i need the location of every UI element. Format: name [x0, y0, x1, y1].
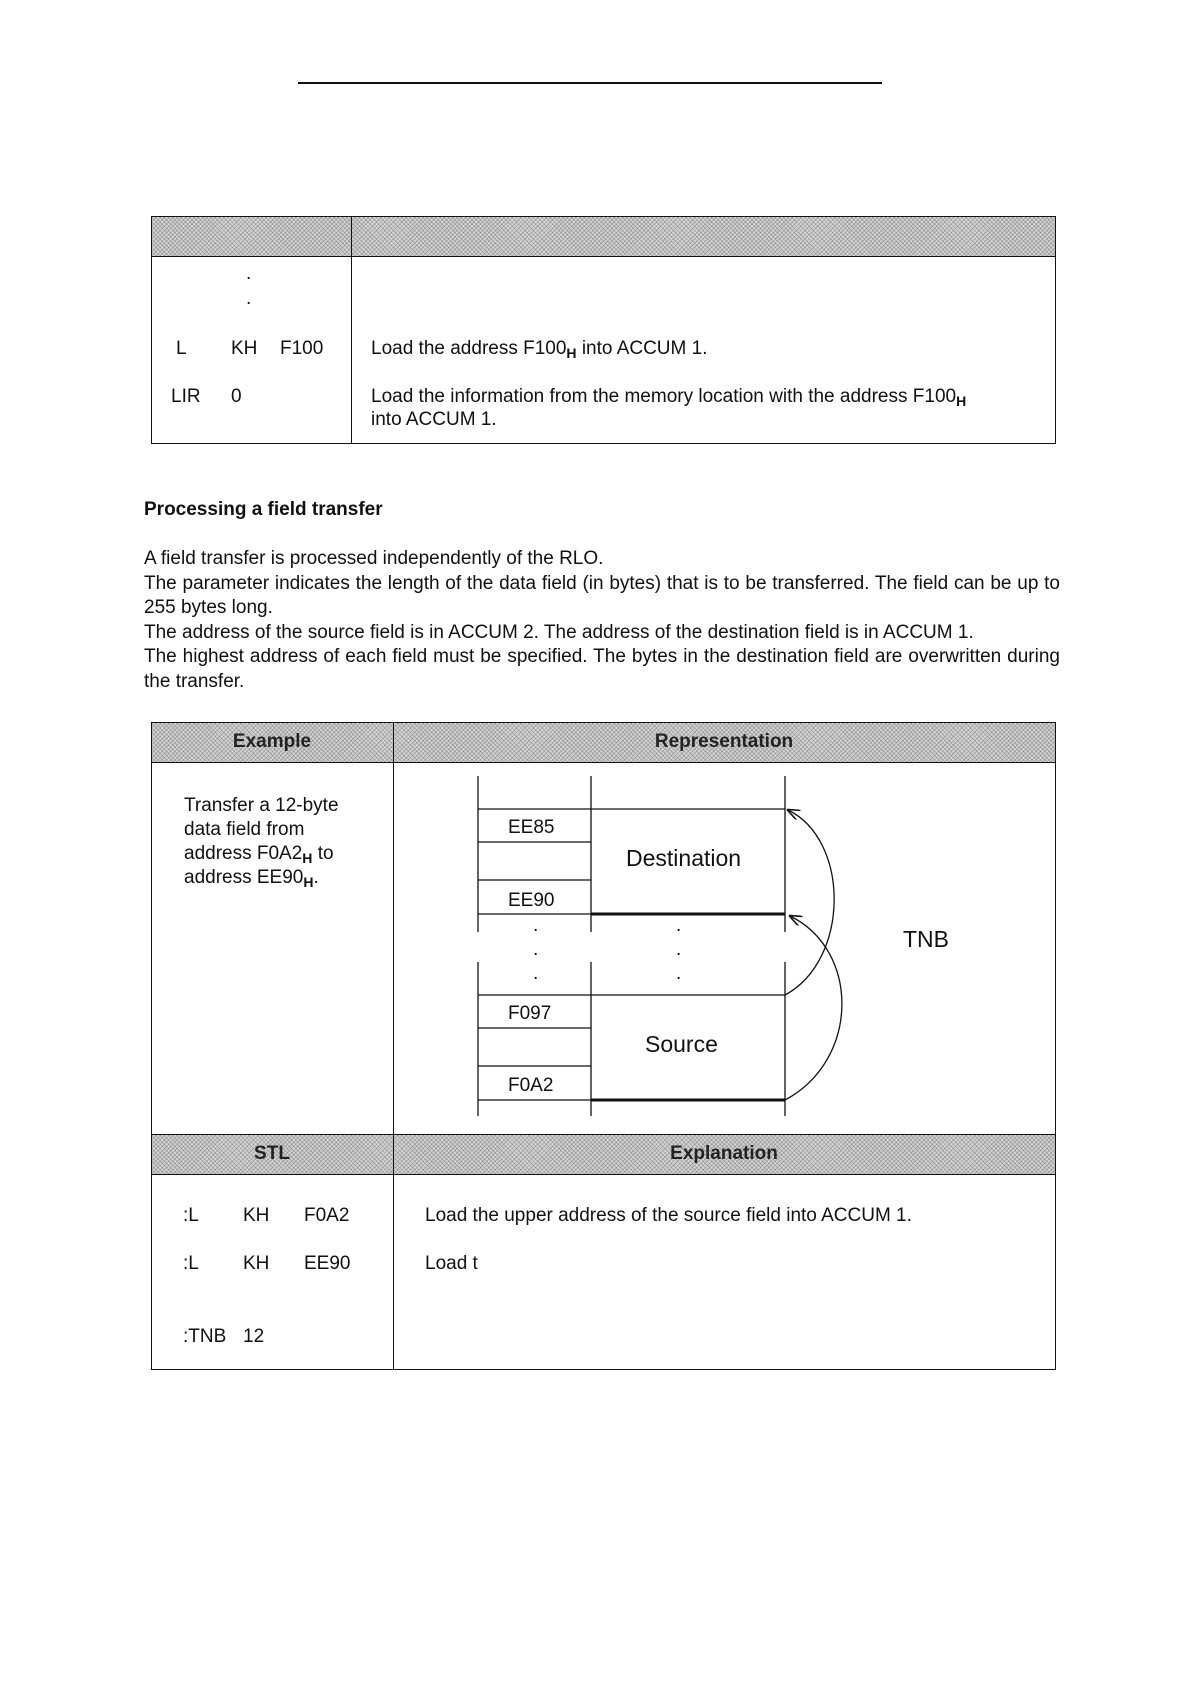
ellipsis-dot: . [676, 963, 682, 984]
paragraph: The parameter indicates the length of the data field (in bytes) that is to be transferred. The field can be up to 255 bytes long. [144, 572, 1060, 618]
stl-op: L [176, 338, 187, 359]
explanation-text: Load the address $F100_H$ into ACCUM 1. [371, 338, 708, 361]
ellipsis-dot: . [533, 939, 539, 960]
column-header-example: Example [232, 731, 312, 752]
stl-operand: KH [243, 1253, 270, 1274]
explanation-text: Load t [425, 1253, 478, 1274]
ellipsis-dot: . [246, 263, 252, 284]
ellipsis-dot: . [676, 939, 682, 960]
arrow-upper [785, 810, 834, 995]
ellipsis-dot: . [533, 915, 539, 936]
stl-operand: KH [243, 1205, 270, 1226]
section-heading: Processing a field transfer [144, 499, 383, 520]
stl-op: :L [183, 1205, 199, 1226]
ellipsis-dot: . [676, 915, 682, 936]
column-header-explanation: Explanation [670, 1143, 778, 1164]
stl-value: F100 [280, 338, 324, 359]
example-description: Transfer a 12-byte data field from address $F0A2_H$ to address $EE90_H$. [184, 795, 339, 890]
ellipsis-dot: . [246, 288, 252, 309]
stl-value: F0A2 [304, 1205, 350, 1226]
stl-value: EE90 [304, 1253, 351, 1274]
address-label: F0A2 [508, 1075, 554, 1096]
paragraph: The address of the source field is in ACCUM 2. The address of the destination field is in ACCUM 1. [144, 621, 974, 643]
paragraph: A field transfer is processed independently of the RLO. [144, 548, 604, 569]
stl-op: LIR [171, 386, 201, 407]
address-label: EE85 [508, 817, 555, 838]
source-label: Source [645, 1031, 718, 1057]
address-label: F097 [508, 1003, 552, 1024]
column-header-representation: Representation [654, 731, 794, 752]
stl-op: :L [183, 1253, 199, 1274]
stl-op: :TNB [183, 1326, 227, 1347]
stl-operand: KH [231, 338, 258, 359]
destination-label: Destination [626, 845, 742, 871]
stl-operand: 12 [243, 1326, 265, 1347]
arrow-lower [785, 916, 842, 1100]
stl-operand: 0 [231, 386, 242, 407]
explanation-text: Load the information from the memory location with the address $F100_H$ [371, 386, 967, 409]
ellipsis-dot: . [533, 963, 539, 984]
explanation-text: Load the upper address of the source field into ACCUM 1. [425, 1205, 912, 1226]
column-header-stl: STL [254, 1143, 290, 1164]
instruction-label: TNB [903, 926, 949, 952]
explanation-text-line2: into ACCUM 1. [371, 409, 497, 430]
address-label: EE90 [508, 890, 555, 911]
paragraph: The highest address of each field must be specified. The bytes in the destination field are overwritten during the transfer. [144, 646, 1060, 692]
